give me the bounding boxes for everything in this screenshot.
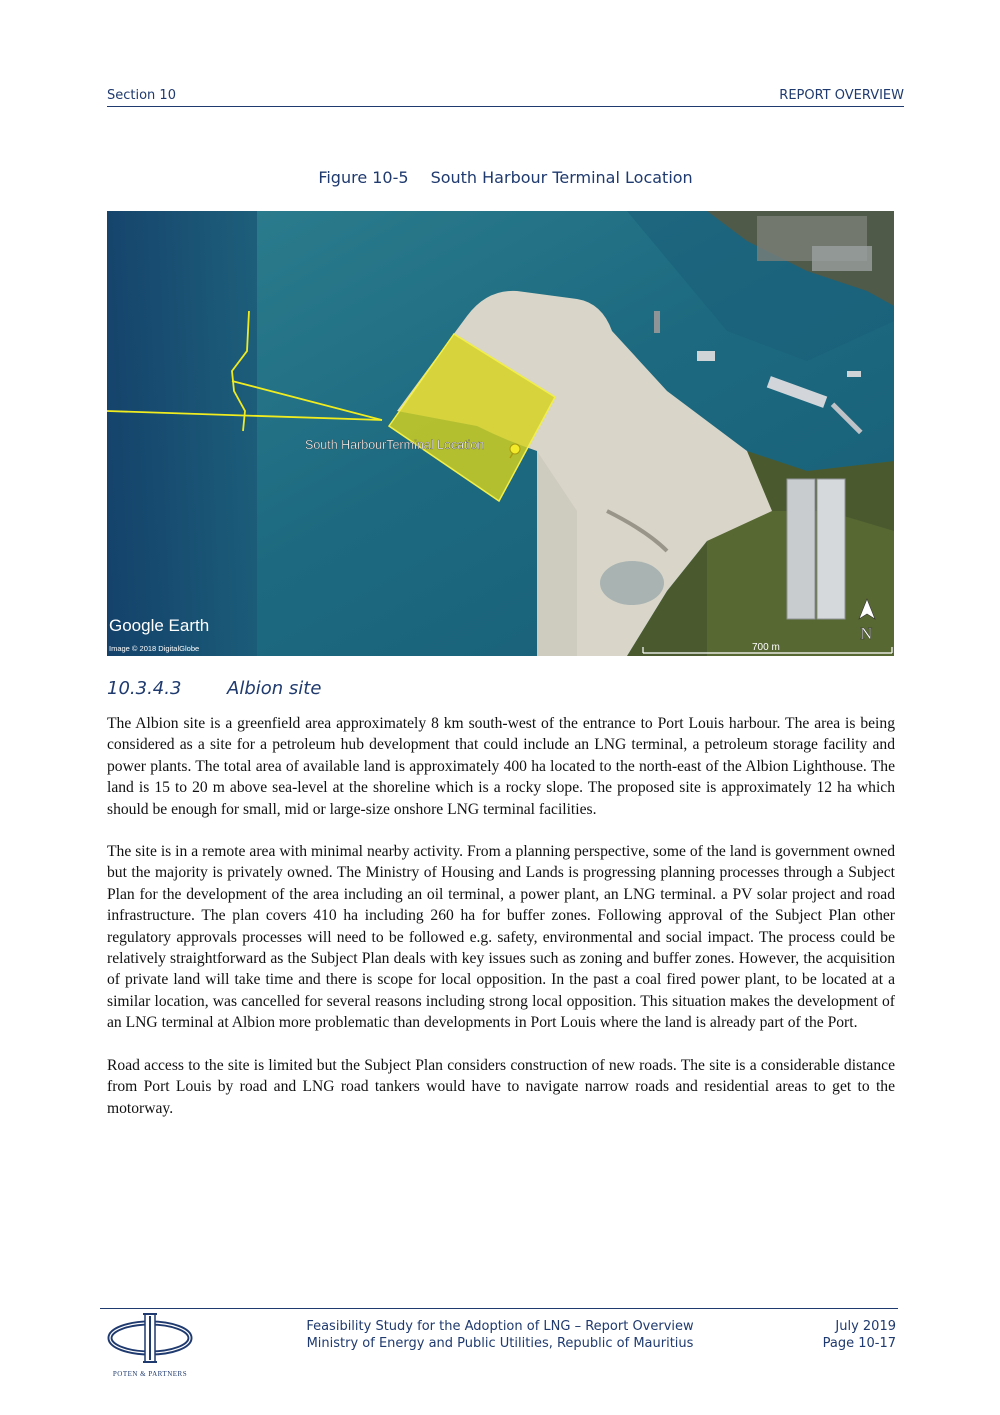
image-credit: Image © 2018 DigitalGlobe [109,644,200,653]
scale-label: 700 m [752,642,780,653]
paragraph: Road access to the site is limited but the Subject Plan considers construction of new roads. The site is a considerable distance from Port Louis by road and LNG road tankers would have to navigate narrow roads and residential areas to get to the motorway. [107,1056,895,1117]
logo-wordmark: POTEN & PARTNERS [112,1370,188,1378]
header-section: Section 10 [107,88,176,103]
footer-right [823,1318,896,1352]
figure-caption [107,168,904,187]
footer-line-2: Ministry of Energy and Public Utilities, Republic of Mauritius [306,1336,694,1351]
satellite-map-image [107,211,894,656]
footer-line-1: Feasibility Study for the Adoption of LNG – Report Overview [306,1319,694,1334]
north-label: N [860,624,873,643]
section-number: 10.3.4.3 [107,678,182,699]
footer-date: July 2019 [835,1319,896,1334]
header-title: REPORT OVERVIEW [779,88,904,103]
paragraph: The Albion site is a greenfield area approximately 8 km south-west of the entrance to Port Louis harbour. The area is being considered as a site for a petroleum hub development that could include an LNG terminal, a petroleum storage facility and power plants. The total area of available land is approximately 400 ha located to the north-east of the Albion Lighthouse. The land is 15 to 20 m above sea-level at the shoreline which is a rocky slope. The proposed site is approximately 12 ha which should be enough for small, mid or large-size onshore LNG terminal facilities. [107,715,895,818]
figure-number: Figure 10-5 [318,168,409,187]
footer-divider [100,1308,898,1309]
page-header [107,88,904,107]
body-text [107,713,895,1140]
section-title: Albion site [227,678,322,699]
footer-center [250,1318,750,1352]
section-heading [107,678,321,699]
google-earth-brand: Google Earth [109,616,210,635]
figure-title: South Harbour Terminal Location [430,168,693,187]
footer-page-number: Page 10-17 [822,1336,896,1351]
paragraph: The site is in a remote area with minimal nearby activity. From a planning perspective, some of the land is government owned but the majority is privately owned. The Ministry of Housing and Lands is progressing planning processes through a Subject Plan for the development of the area including an oil terminal, a power plant, an LNG terminal. a PV solar project and road infrastructure. The plan covers 410 ha including 260 ha for buffer zones. Following approval of the Subject Plan other regulatory approvals processes will need to be followed e.g. safety, environmental and social impact. The process could be relatively straightforward as the Subject Plan deals with key issues such as zoning and buffer zones. However, the acquisition of private land will take time and there is scope for local opposition. In the past a coal fired power plant, to be located at a similar location, was cancelled for several reasons including strong local opposition. This situation makes the development of an LNG terminal at Albion more problematic than developments in Port Louis where the land is already part of the Port. [107,843,895,1032]
map-location-label: South HarbourTerminal Location [305,438,485,452]
